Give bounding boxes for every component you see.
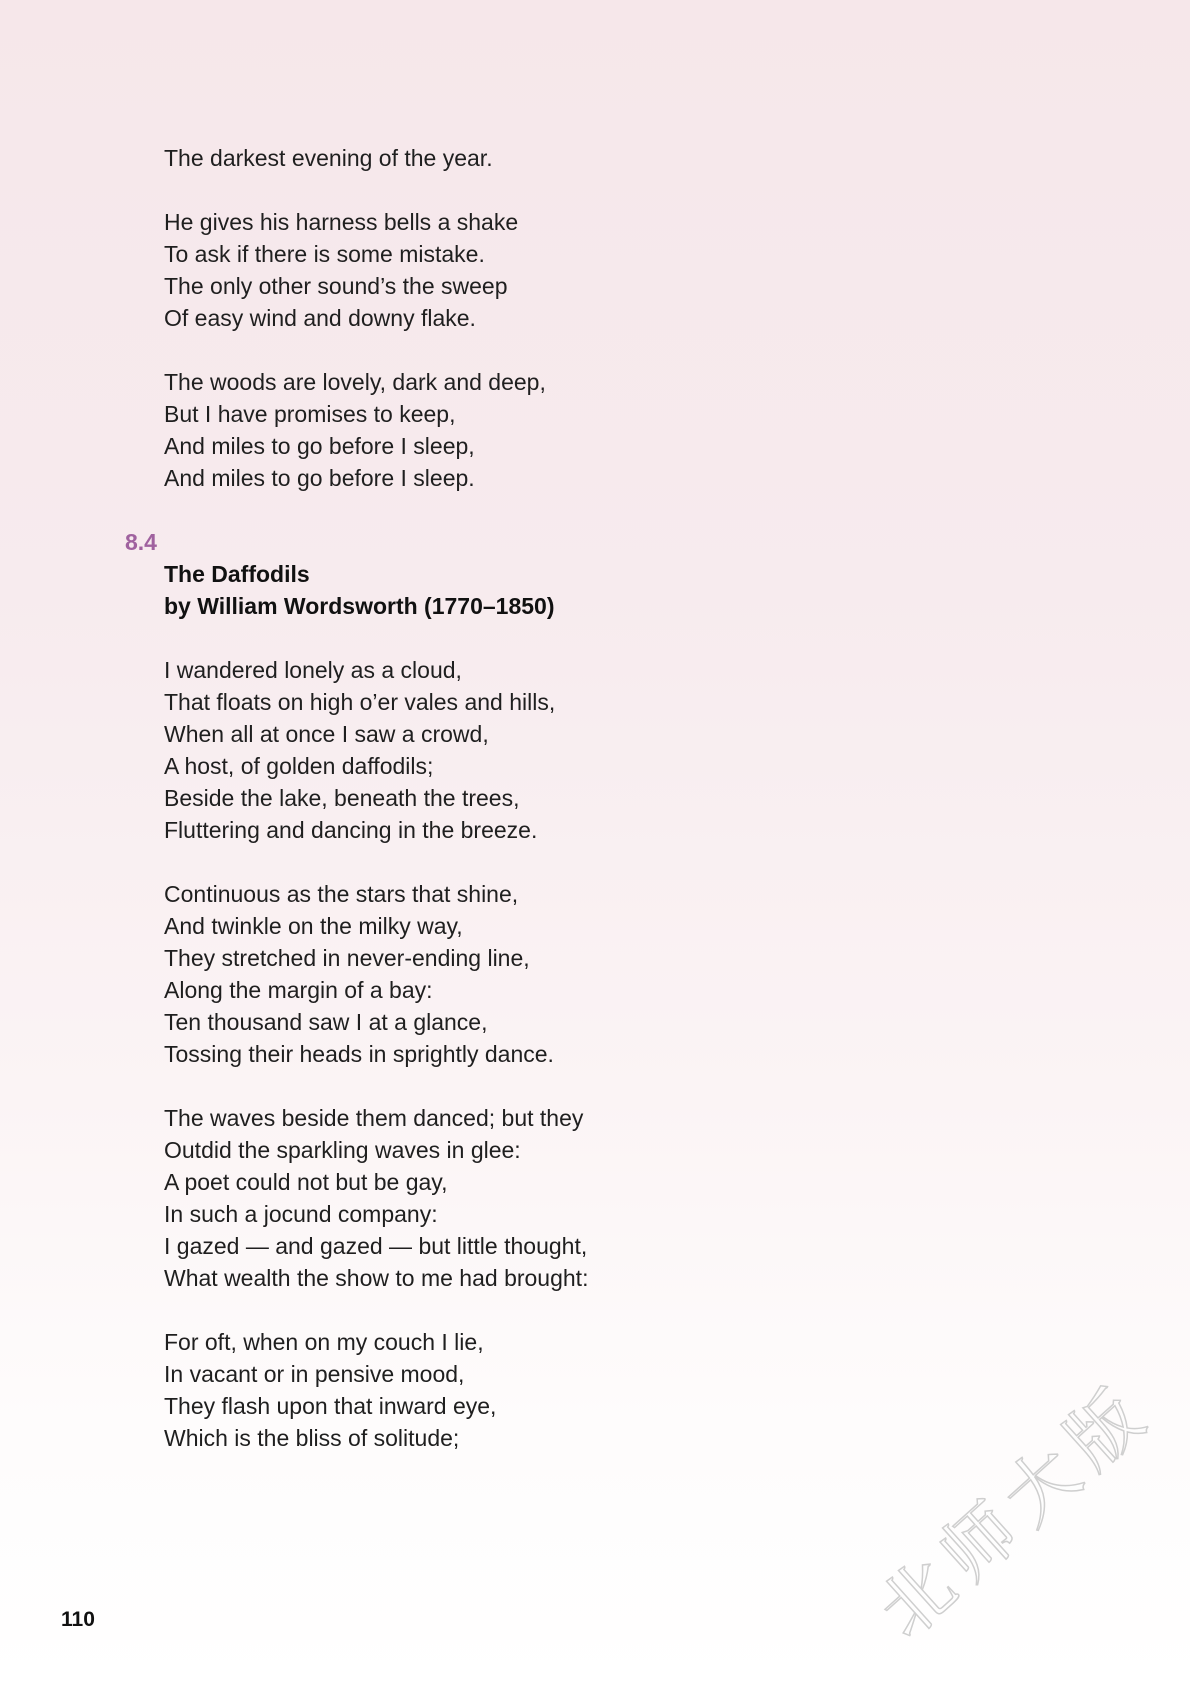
poem-line: In such a jocund company: — [164, 1201, 438, 1227]
stanza — [164, 878, 784, 1070]
page-number: 110 — [61, 1608, 95, 1631]
poem-line: I gazed — and gazed — but little thought, — [164, 1233, 588, 1259]
poem-line: Fluttering and dancing in the breeze. — [164, 817, 538, 843]
poem-title: The Daffodils — [164, 561, 310, 587]
poem-line: What wealth the show to me had brought: — [164, 1265, 589, 1291]
publisher-watermark: 北师大版 — [862, 1366, 1168, 1654]
poem-line: Along the margin of a bay: — [164, 977, 433, 1003]
poem-line: And miles to go before I sleep. — [164, 465, 475, 491]
poem-line: Tossing their heads in sprightly dance. — [164, 1041, 554, 1067]
poem-line: A host, of golden daffodils; — [164, 753, 434, 779]
poem-line: A poet could not but be gay, — [164, 1169, 448, 1195]
poem-line: They flash upon that inward eye, — [164, 1393, 497, 1419]
poem-line: The woods are lovely, dark and deep, — [164, 369, 546, 395]
poem-line: To ask if there is some mistake. — [164, 241, 485, 267]
poem-line: That floats on high o’er vales and hills, — [164, 689, 556, 715]
poem-line: The only other sound’s the sweep — [164, 273, 508, 299]
section-number: 8.4 — [125, 529, 157, 555]
poem-line: And twinkle on the milky way, — [164, 913, 463, 939]
stanza — [164, 1326, 784, 1454]
section-heading — [125, 526, 784, 622]
poem-line: He gives his harness bells a shake — [164, 209, 519, 235]
poem-line: For oft, when on my couch I lie, — [164, 1329, 484, 1355]
stanza — [164, 654, 784, 846]
poem-byline: by William Wordsworth (1770–1850) — [164, 593, 555, 619]
poem-line: The waves beside them danced; but they — [164, 1105, 584, 1131]
stanza — [164, 142, 784, 174]
poem-line: But I have promises to keep, — [164, 401, 456, 427]
poem-line: Of easy wind and downy flake. — [164, 305, 476, 331]
poem-line: The darkest evening of the year. — [164, 145, 493, 171]
poem-line: Continuous as the stars that shine, — [164, 881, 519, 907]
poem-line: And miles to go before I sleep, — [164, 433, 475, 459]
stanza — [164, 366, 784, 494]
stanza — [164, 206, 784, 334]
poem-line: Ten thousand saw I at a glance, — [164, 1009, 488, 1035]
poem-line: When all at once I saw a crowd, — [164, 721, 489, 747]
poem-line: I wandered lonely as a cloud, — [164, 657, 462, 683]
page-body — [125, 142, 784, 1486]
stanza — [164, 1102, 784, 1294]
poem-line: Outdid the sparkling waves in glee: — [164, 1137, 521, 1163]
poem-line: Beside the lake, beneath the trees, — [164, 785, 520, 811]
poem-line: They stretched in never-ending line, — [164, 945, 530, 971]
poem-line: Which is the bliss of solitude; — [164, 1425, 460, 1451]
poem-line: In vacant or in pensive mood, — [164, 1361, 465, 1387]
